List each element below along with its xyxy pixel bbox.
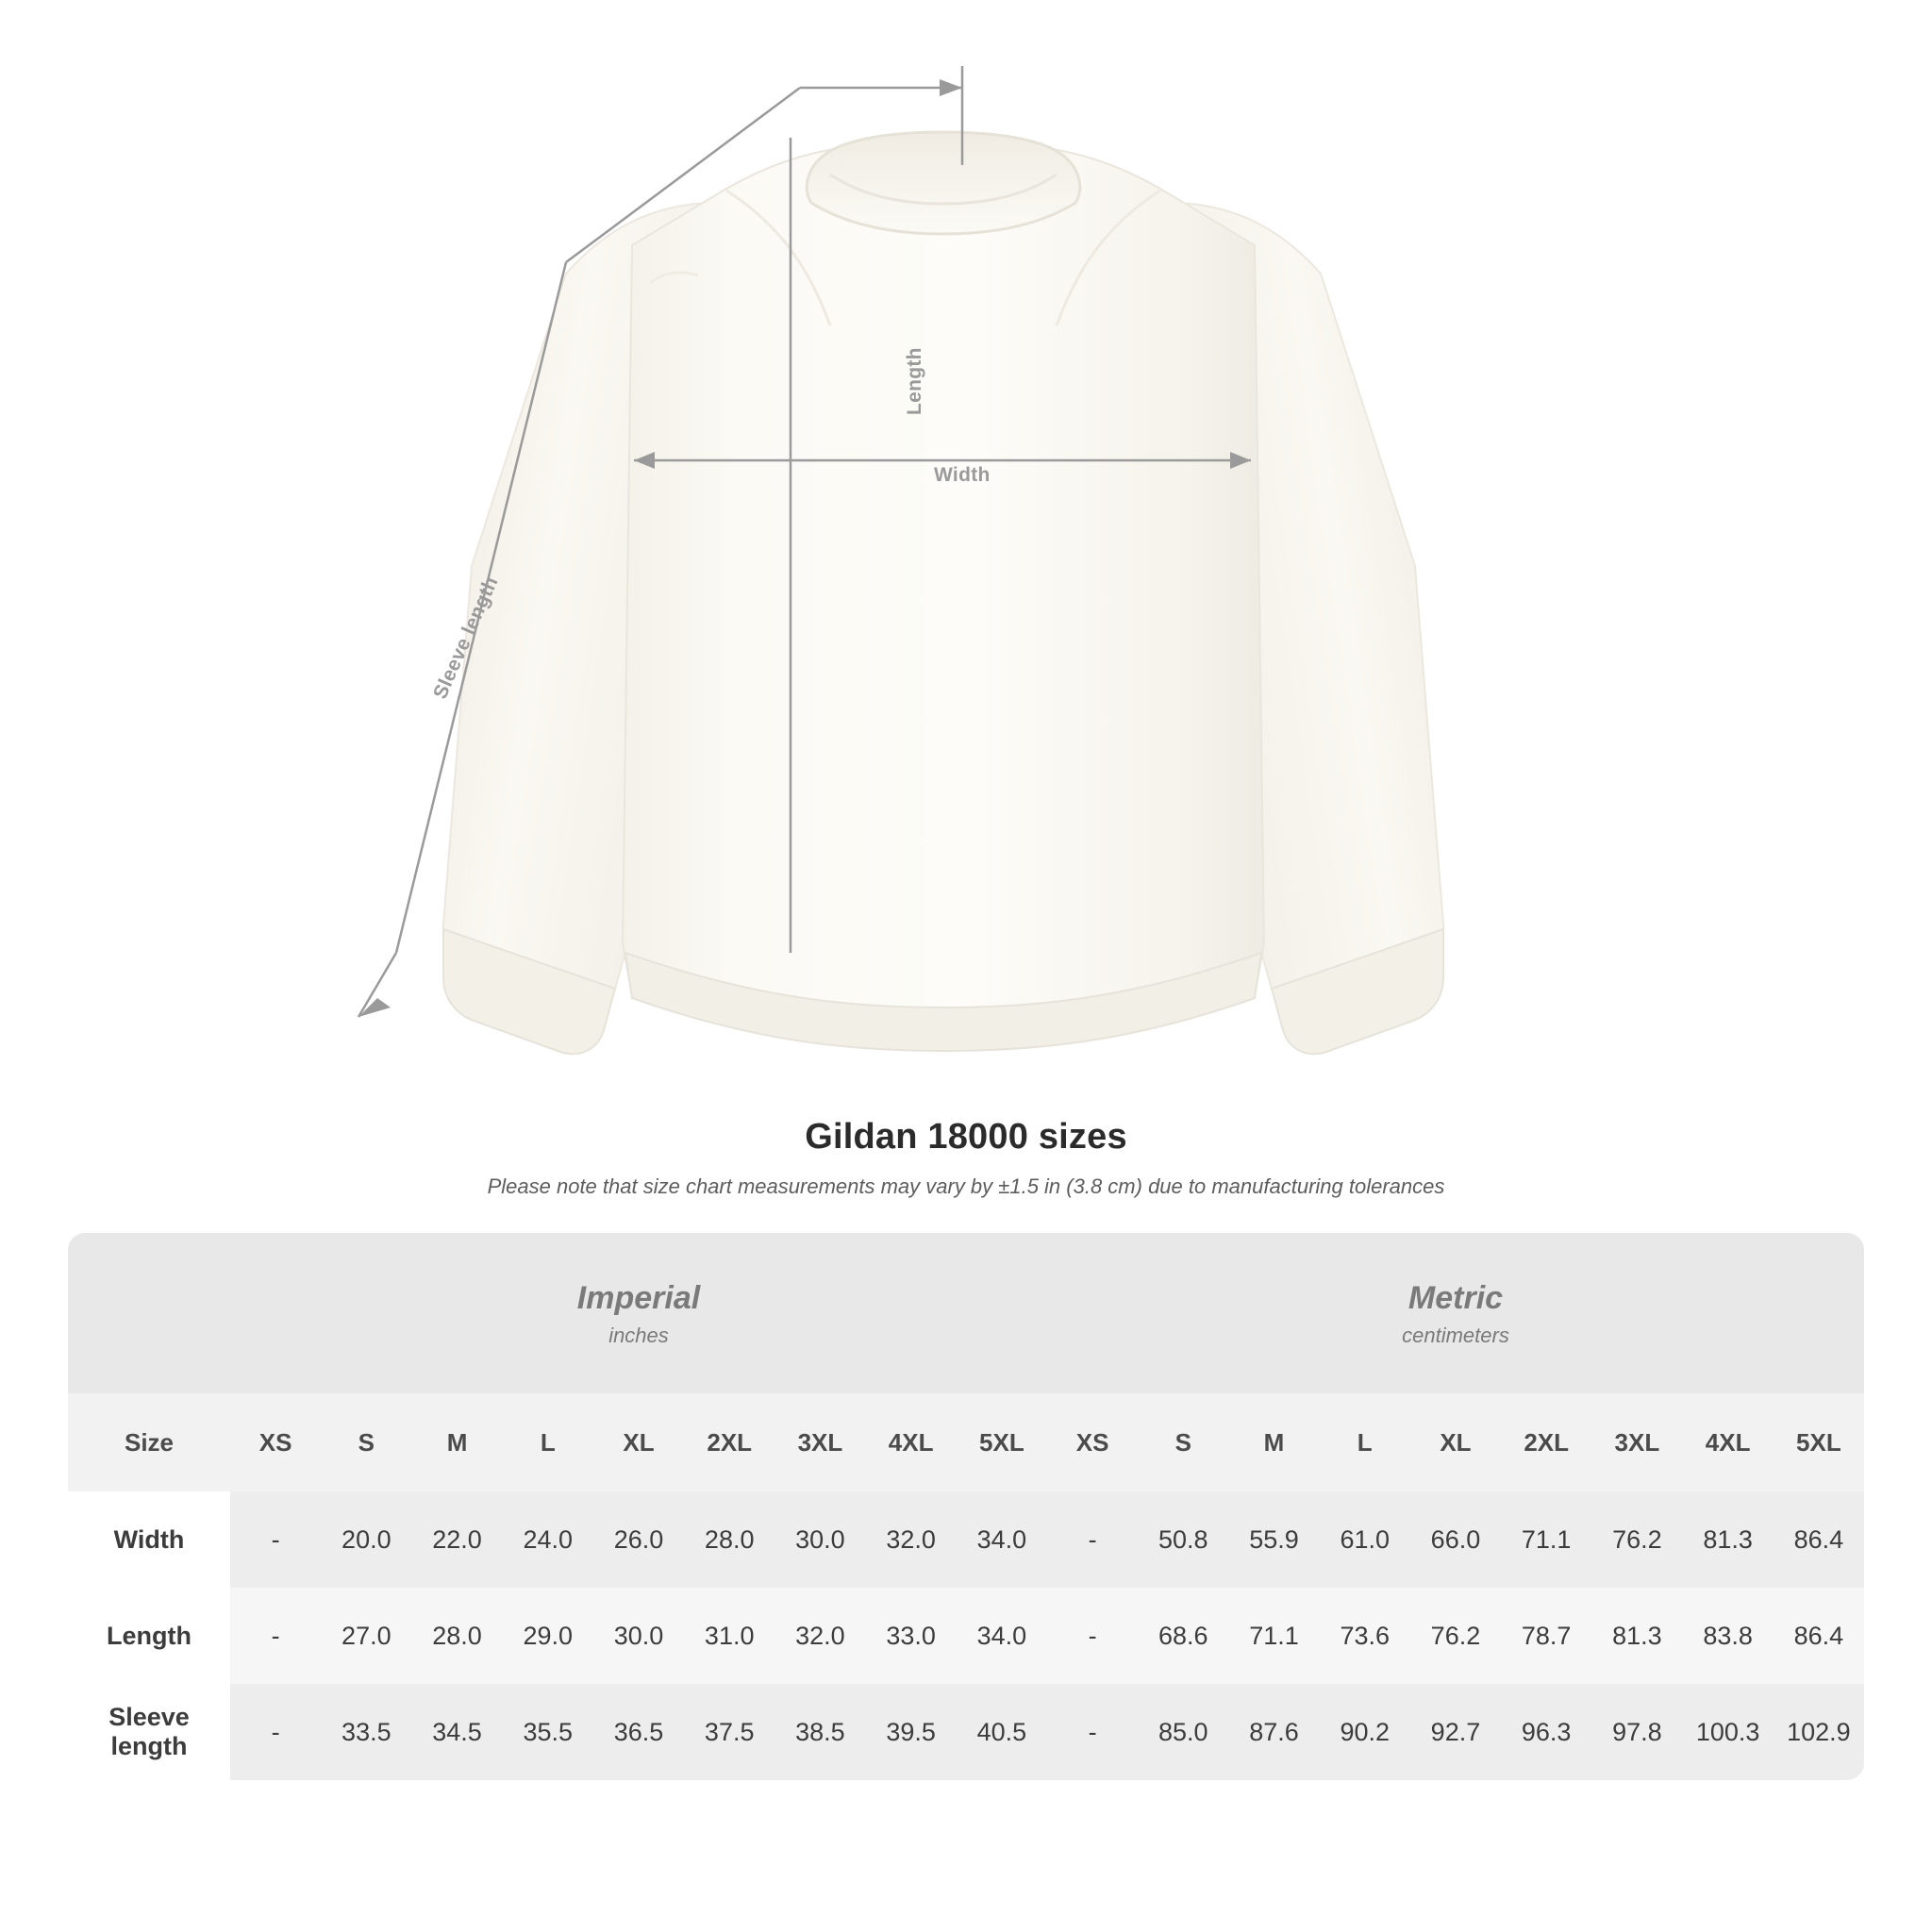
cell-width-metric-s: 50.8: [1138, 1491, 1228, 1588]
cell-width-metric-l: 61.0: [1320, 1491, 1410, 1588]
sleeve-length-label: Sleeve length: [429, 573, 503, 703]
body: [623, 142, 1264, 1047]
cell-sleeve-imperial-m: 34.5: [411, 1684, 502, 1780]
cell-width-metric-m: 55.9: [1228, 1491, 1319, 1588]
cell-length-imperial-s: 27.0: [321, 1588, 411, 1684]
cell-sleeve-imperial-xl: 36.5: [593, 1684, 684, 1780]
cell-sleeve-metric-xs: -: [1047, 1684, 1138, 1780]
cell-width-metric-3xl: 76.2: [1591, 1491, 1682, 1588]
cell-length-metric-3xl: 81.3: [1591, 1588, 1682, 1684]
cell-sleeve-imperial-2xl: 37.5: [684, 1684, 774, 1780]
table-row: [68, 1684, 1864, 1780]
size-col-metric-l: L: [1320, 1393, 1410, 1491]
size-col-metric-4xl: 4XL: [1683, 1393, 1774, 1491]
cell-sleeve-imperial-3xl: 38.5: [774, 1684, 865, 1780]
width-label: Width: [934, 464, 991, 486]
cell-length-metric-5xl: 86.4: [1774, 1588, 1864, 1684]
size-col-metric-3xl: 3XL: [1591, 1393, 1682, 1491]
cell-width-imperial-l: 24.0: [503, 1491, 593, 1588]
cell-width-imperial-xs: -: [230, 1491, 321, 1588]
unit-sub-imperial: inches: [608, 1324, 669, 1348]
unit-sub-metric: centimeters: [1402, 1324, 1509, 1348]
cell-sleeve-metric-m: 87.6: [1228, 1684, 1319, 1780]
cell-width-imperial-2xl: 28.0: [684, 1491, 774, 1588]
cell-sleeve-metric-2xl: 96.3: [1501, 1684, 1591, 1780]
size-col-imperial-xl: XL: [593, 1393, 684, 1491]
cell-sleeve-imperial-4xl: 39.5: [866, 1684, 957, 1780]
cell-length-imperial-2xl: 31.0: [684, 1588, 774, 1684]
size-col-imperial-l: L: [503, 1393, 593, 1491]
tolerance-note: Please note that size chart measurements may vary by ±1.5 in (3.8 cm) due to manufacturing tolerances: [487, 1174, 1445, 1198]
cell-sleeve-imperial-l: 35.5: [503, 1684, 593, 1780]
size-col-metric-5xl: 5XL: [1774, 1393, 1864, 1491]
cell-sleeve-imperial-5xl: 40.5: [957, 1684, 1047, 1780]
cell-width-imperial-5xl: 34.0: [957, 1491, 1047, 1588]
length-label: Length: [904, 347, 925, 415]
row-label-length: Length: [107, 1621, 192, 1650]
row-label-width: Width: [113, 1524, 185, 1554]
cell-width-metric-xl: 66.0: [1410, 1491, 1501, 1588]
page-title: Gildan 18000 sizes: [805, 1117, 1127, 1157]
cell-width-metric-5xl: 86.4: [1774, 1491, 1864, 1588]
cell-length-metric-xl: 76.2: [1410, 1588, 1501, 1684]
size-header-label: Size: [68, 1393, 230, 1491]
size-col-metric-xl: XL: [1410, 1393, 1501, 1491]
size-header-row: [68, 1393, 1864, 1491]
size-table-wrapper: [68, 1233, 1864, 1780]
cell-width-imperial-4xl: 32.0: [866, 1491, 957, 1588]
cell-length-imperial-3xl: 32.0: [774, 1588, 865, 1684]
cell-width-imperial-s: 20.0: [321, 1491, 411, 1588]
cell-width-imperial-m: 22.0: [411, 1491, 502, 1588]
title-block: [0, 1117, 1932, 1199]
cell-length-imperial-l: 29.0: [503, 1588, 593, 1684]
cell-sleeve-metric-s: 85.0: [1138, 1684, 1228, 1780]
size-col-metric-m: M: [1228, 1393, 1319, 1491]
row-label-sleeve-length: Sleeve length: [108, 1703, 190, 1760]
cell-length-imperial-xl: 30.0: [593, 1588, 684, 1684]
cell-length-metric-l: 73.6: [1320, 1588, 1410, 1684]
cell-sleeve-metric-xl: 92.7: [1410, 1684, 1501, 1780]
cell-length-metric-m: 71.1: [1228, 1588, 1319, 1684]
unit-header-metric: [1047, 1233, 1864, 1393]
cell-length-imperial-xs: -: [230, 1588, 321, 1684]
size-col-imperial-xs: XS: [230, 1393, 321, 1491]
cell-length-metric-xs: -: [1047, 1588, 1138, 1684]
size-table: [68, 1233, 1864, 1780]
cell-length-imperial-m: 28.0: [411, 1588, 502, 1684]
cell-width-metric-4xl: 81.3: [1683, 1491, 1774, 1588]
cell-length-imperial-4xl: 33.0: [866, 1588, 957, 1684]
cell-width-imperial-3xl: 30.0: [774, 1491, 865, 1588]
size-col-imperial-3xl: 3XL: [774, 1393, 865, 1491]
unit-header-imperial: [230, 1233, 1047, 1393]
size-col-imperial-s: S: [321, 1393, 411, 1491]
size-col-metric-xs: XS: [1047, 1393, 1138, 1491]
cell-length-imperial-5xl: 34.0: [957, 1588, 1047, 1684]
cell-width-metric-xs: -: [1047, 1491, 1138, 1588]
cell-length-metric-s: 68.6: [1138, 1588, 1228, 1684]
table-row: [68, 1491, 1864, 1588]
size-col-metric-2xl: 2XL: [1501, 1393, 1591, 1491]
cell-width-imperial-xl: 26.0: [593, 1491, 684, 1588]
unit-name-metric: Metric: [1407, 1279, 1504, 1316]
cell-length-metric-2xl: 78.7: [1501, 1588, 1591, 1684]
cell-sleeve-metric-5xl: 102.9: [1774, 1684, 1864, 1780]
cell-sleeve-metric-4xl: 100.3: [1683, 1684, 1774, 1780]
table-row: [68, 1588, 1864, 1684]
size-col-imperial-4xl: 4XL: [866, 1393, 957, 1491]
cell-sleeve-imperial-xs: -: [230, 1684, 321, 1780]
unit-name-imperial: Imperial: [576, 1279, 701, 1316]
cell-sleeve-metric-3xl: 97.8: [1591, 1684, 1682, 1780]
cell-length-metric-4xl: 83.8: [1683, 1588, 1774, 1684]
size-col-imperial-m: M: [411, 1393, 502, 1491]
unit-header-row: [68, 1233, 1864, 1393]
size-col-imperial-5xl: 5XL: [957, 1393, 1047, 1491]
size-col-imperial-2xl: 2XL: [684, 1393, 774, 1491]
size-col-metric-s: S: [1138, 1393, 1228, 1491]
cell-sleeve-imperial-s: 33.5: [321, 1684, 411, 1780]
cell-width-metric-2xl: 71.1: [1501, 1491, 1591, 1588]
unit-header-spacer: [68, 1233, 230, 1393]
cell-sleeve-metric-l: 90.2: [1320, 1684, 1410, 1780]
